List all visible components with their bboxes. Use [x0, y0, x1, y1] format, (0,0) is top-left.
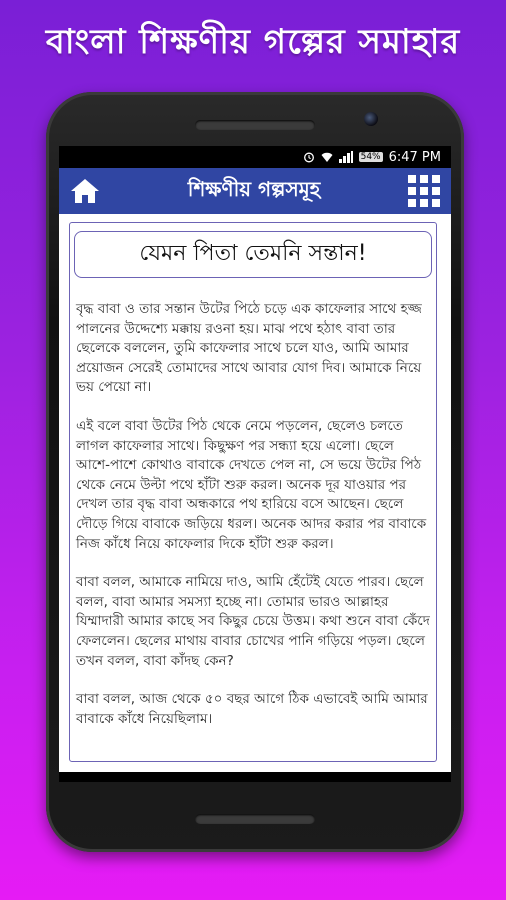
- front-camera: [364, 112, 378, 126]
- story-paragraph-3: বাবা বলল, আমাকে নামিয়ে দাও, আমি হেঁটেই যেতে পারব। ছেলে বলল, বাবা আমার সমস্যা হচ্ছে না। তোমার ভারও আল্লাহর যিম্মাদারী আমার কাছে সব কিছুর চেয়ে উত্তম। কথা শুনে বাবা কেঁদে ফেললেন। ছেলের মাথায় বাবার চোখের পানি গড়িয়ে পড়ল। ছেলে তখন বলল, বাবা কাঁদছ কেন?: [76, 574, 430, 669]
- signal-icon: [339, 151, 353, 163]
- status-bar: [59, 146, 451, 168]
- grid-menu-icon[interactable]: [407, 174, 441, 208]
- clock: 6:47 PM: [388, 149, 441, 165]
- earpiece-speaker: [195, 120, 315, 130]
- home-icon[interactable]: [69, 176, 101, 206]
- alarm-icon: [303, 151, 315, 163]
- wifi-icon: [321, 151, 333, 163]
- story-paragraph-4: বাবা বলল, আজ থেকে ৫০ বছর আগে ঠিক এভাবেই আমি আমার বাবাকে কাঁধে নিয়েছিলাম।: [76, 691, 428, 727]
- story-content[interactable]: [59, 214, 451, 772]
- phone-frame: [46, 92, 464, 852]
- bottom-speaker: [195, 814, 315, 824]
- story-paragraph-1: বৃদ্ধ বাবা ও তার সন্তান উটের পিঠে চড়ে এক কাফেলার সাথে হজ্জ পালনের উদ্দেশ্যে মক্কায় রওনা হয়। মাঝ পথে হঠাৎ বাবা তার ছেলেকে বললেন, তুমি কাফেলার সাথে চলে যাও, আমি আমার প্রয়োজন সেরেই তোমাদের সাথে আবার যোগ দিব। আমাকে নিয়ে ভয় পেয়ো না।: [76, 301, 422, 396]
- phone-screen: [59, 146, 451, 782]
- story-card: [69, 222, 437, 762]
- navigation-bar: [59, 772, 451, 782]
- app-bar: [59, 168, 451, 214]
- app-title: শিক্ষণীয় গল্পসমূহ: [187, 176, 321, 201]
- promo-banner-title: বাংলা শিক্ষণীয় গল্পের সমাহার: [45, 21, 461, 62]
- story-paragraph-2: এই বলে বাবা উটের পিঠ থেকে নেমে পড়লেন, ছেলেও চলতে লাগল কাফেলার সাথে। কিছুক্ষণ পর সন্ধ্যা হয়ে এলো। ছেলে আশে-পাশে কোথাও বাবাকে দেখতে পেল না, সে ভয়ে উটের পিঠ থেকে নেমে উল্টা পথে হাঁটা শুরু করল। অনেক দূর যাওয়ার পর দেখল তার বৃদ্ধ বাবা অন্ধকারে পথ হারিয়ে বসে আছেন। ছেলে দৌড়ে গিয়ে বাবাকে জড়িয়ে ধরল। অনেক আদর করার পর বাবাকে নিজ কাঁধে নিয়ে কাফেলার দিকে হাঁটা শুরু করল।: [76, 417, 427, 552]
- story-title: যেমন পিতা তেমনি সন্তান!: [74, 231, 432, 278]
- battery-indicator: 54%: [360, 152, 381, 162]
